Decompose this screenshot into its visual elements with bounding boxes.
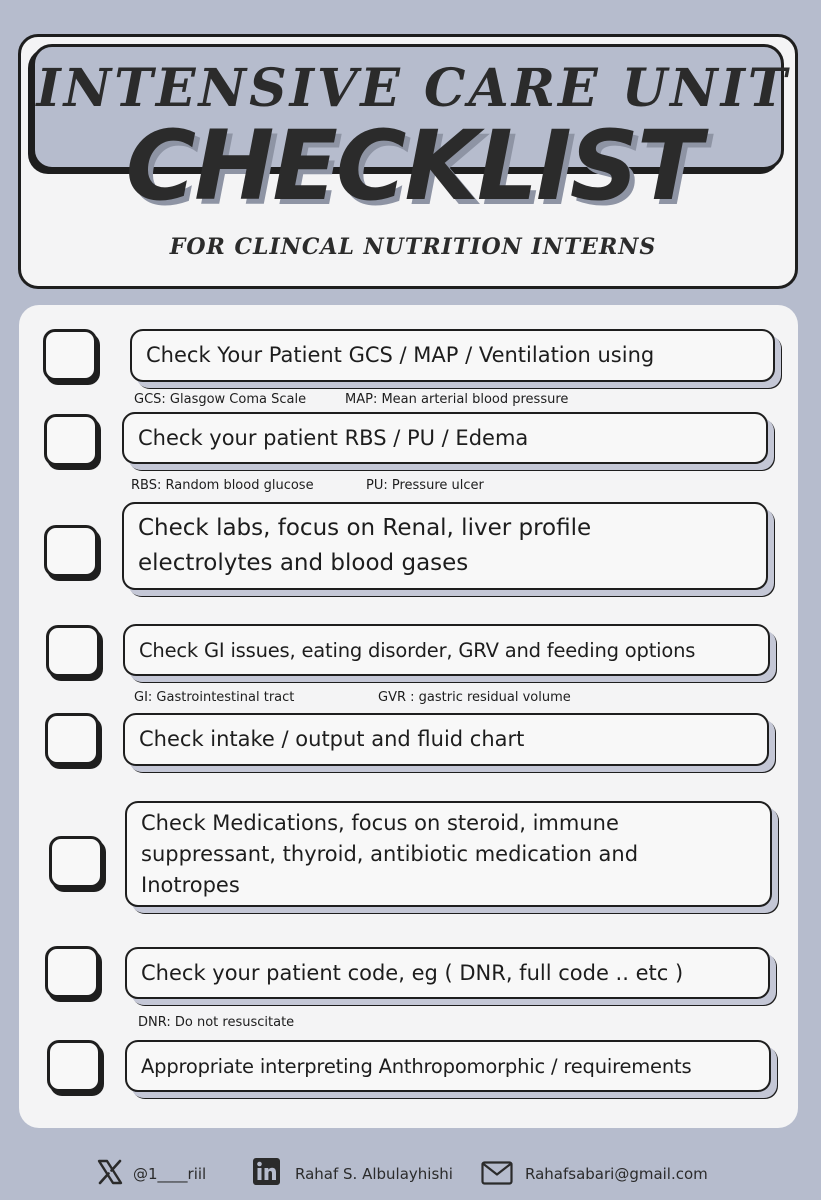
checklist-item-7 bbox=[125, 947, 770, 999]
checkbox-4[interactable] bbox=[46, 625, 100, 677]
checkbox-5[interactable] bbox=[45, 713, 99, 765]
item-7-text: Check your patient code, eg ( DNR, full code .. etc ) bbox=[141, 960, 684, 985]
x-logo-icon[interactable] bbox=[96, 1158, 124, 1186]
item-4-note-1: GI: Gastrointestinal tract bbox=[134, 690, 295, 705]
checklist-item-8 bbox=[125, 1040, 771, 1092]
item-2-text: Check your patient RBS / PU / Edema bbox=[138, 425, 529, 450]
email-address[interactable]: Rahafsabari@gmail.com bbox=[525, 1165, 708, 1183]
item-3-text: Check labs, focus on Renal, liver profile electrolytes and blood gases bbox=[138, 515, 592, 576]
checklist-item-2 bbox=[122, 412, 768, 464]
twitter-handle[interactable]: @1____riil bbox=[133, 1165, 207, 1183]
checklist-item-6 bbox=[125, 801, 772, 907]
checklist-item-5 bbox=[123, 713, 769, 766]
checklist-item-3 bbox=[122, 502, 768, 590]
title-main: CHECKLIST bbox=[125, 110, 701, 222]
checkbox-2[interactable] bbox=[44, 414, 98, 466]
checkbox-3[interactable] bbox=[44, 525, 98, 577]
linkedin-icon[interactable] bbox=[253, 1158, 280, 1185]
checkbox-7[interactable] bbox=[45, 946, 99, 998]
item-1-note-1: GCS: Glasgow Coma Scale bbox=[134, 392, 307, 407]
checkbox-8[interactable] bbox=[47, 1040, 101, 1092]
title-top: INTENSIVE CARE UNIT bbox=[36, 58, 790, 119]
checkbox-1[interactable] bbox=[43, 329, 97, 381]
subtitle: FOR CLINCAL NUTRITION INTERNS bbox=[169, 234, 657, 260]
item-6-text: Check Medications, focus on steroid, immune suppressant, thyroid, antibiotic medication and Inotropes bbox=[141, 810, 639, 897]
item-8-text: Appropriate interpreting Anthropomorphic / requirements bbox=[141, 1054, 692, 1078]
item-1-text: Check Your Patient GCS / MAP / Ventilation using bbox=[146, 343, 655, 367]
checkbox-6[interactable] bbox=[49, 836, 103, 888]
mail-icon[interactable] bbox=[481, 1161, 513, 1185]
item-2-note-1: RBS: Random blood glucose bbox=[131, 478, 314, 493]
item-5-text: Check intake / output and fluid chart bbox=[139, 727, 525, 751]
item-7-note-1: DNR: Do not resuscitate bbox=[138, 1015, 295, 1030]
checklist-item-4 bbox=[123, 624, 770, 676]
item-4-text: Check GI issues, eating disorder, GRV and feeding options bbox=[139, 638, 696, 662]
item-2-note-2: PU: Pressure ulcer bbox=[366, 478, 484, 493]
linkedin-name[interactable]: Rahaf S. Albulayhishi bbox=[295, 1165, 453, 1183]
checklist-item-1 bbox=[130, 329, 775, 382]
item-4-note-2: GVR : gastric residual volume bbox=[378, 690, 571, 705]
item-1-note-2: MAP: Mean arterial blood pressure bbox=[345, 392, 569, 407]
